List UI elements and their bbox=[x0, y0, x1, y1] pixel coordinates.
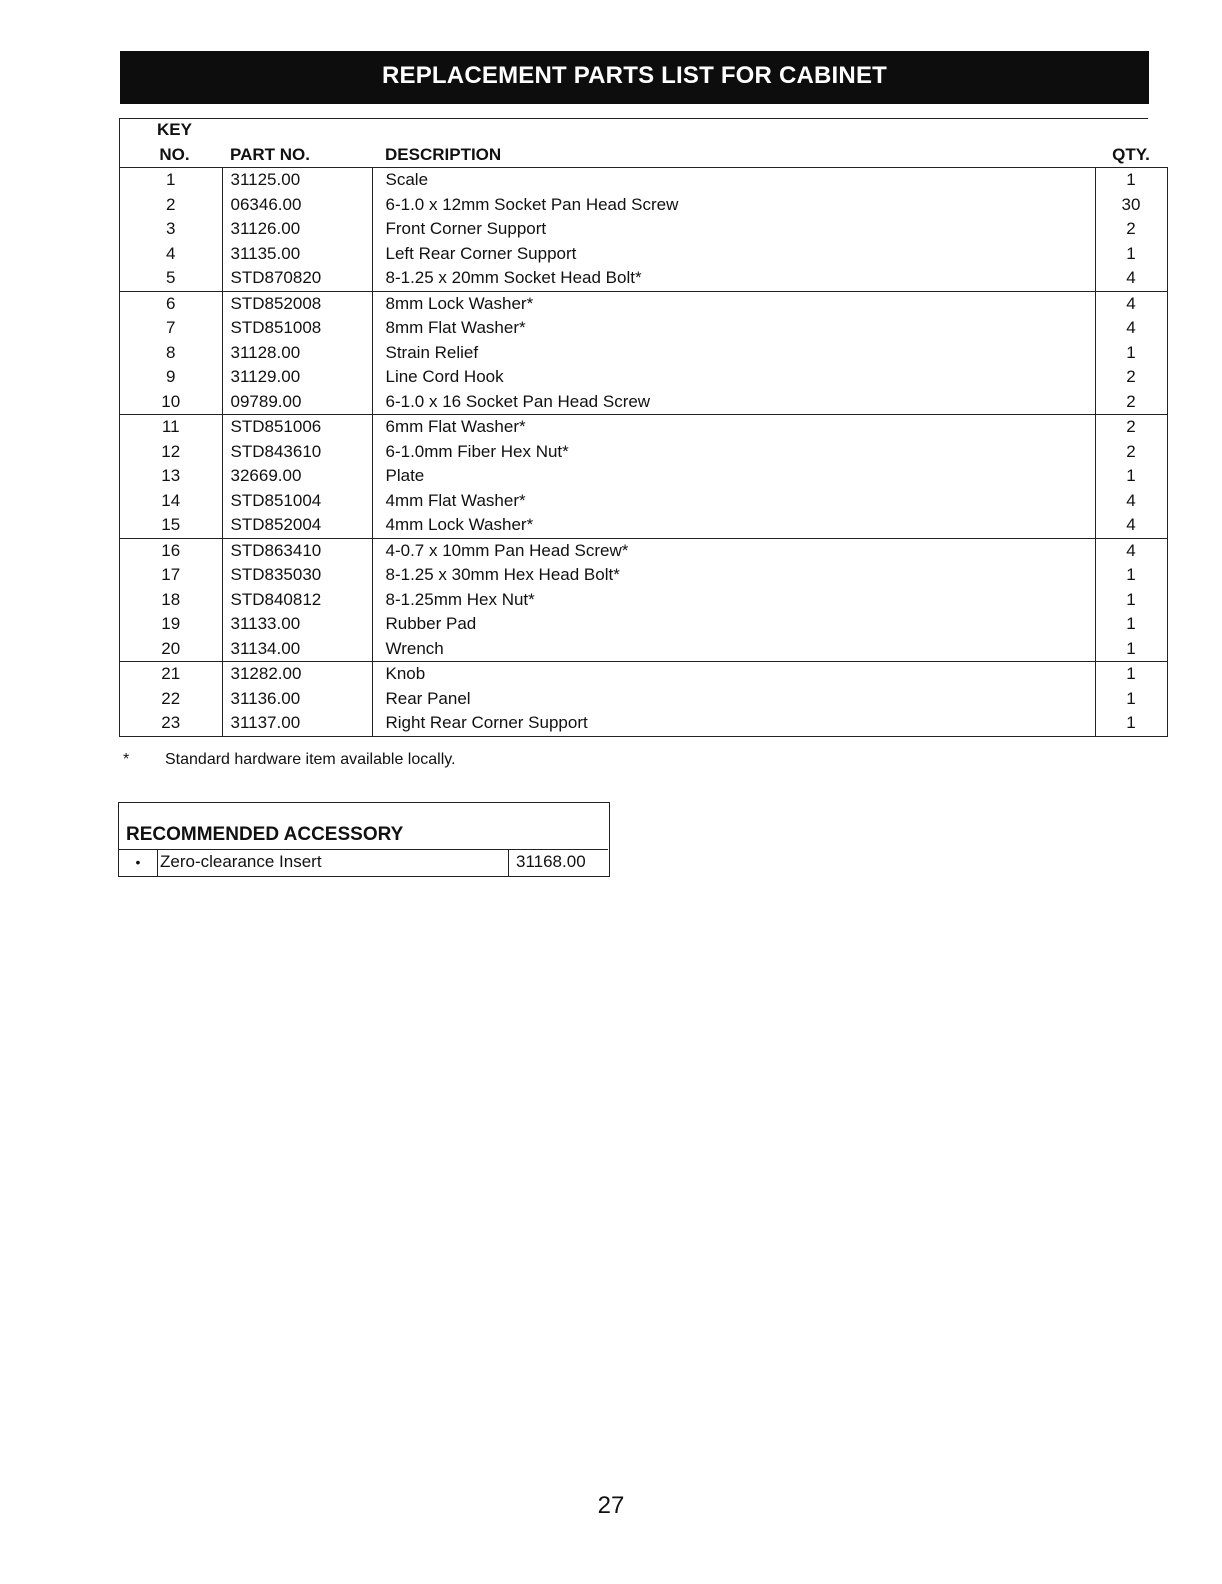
description-cell: 6mm Flat Washer* bbox=[372, 415, 1095, 440]
description-cell: Plate bbox=[372, 464, 1095, 489]
qty-cell: 1 bbox=[1095, 168, 1167, 193]
key-no-cell: 11 bbox=[120, 415, 223, 440]
qty-cell: 4 bbox=[1095, 291, 1167, 316]
description-cell: Left Rear Corner Support bbox=[372, 242, 1095, 267]
key-no-cell: 21 bbox=[120, 662, 223, 687]
part-no-cell: 31137.00 bbox=[222, 711, 372, 736]
accessory-part-number: 31168.00 bbox=[508, 850, 608, 877]
table-row bbox=[120, 415, 1168, 440]
key-no-cell: 6 bbox=[120, 291, 223, 316]
description-cell: 4-0.7 x 10mm Pan Head Screw* bbox=[372, 538, 1095, 563]
table-row bbox=[120, 390, 1168, 415]
qty-cell: 2 bbox=[1095, 440, 1167, 465]
key-no-cell: 5 bbox=[120, 266, 223, 291]
part-no-cell: 31282.00 bbox=[222, 662, 372, 687]
part-no-cell: 31136.00 bbox=[222, 687, 372, 712]
table-row bbox=[120, 489, 1168, 514]
footnote bbox=[123, 751, 456, 769]
part-no-cell: STD835030 bbox=[222, 563, 372, 588]
key-no-cell: 8 bbox=[120, 341, 223, 366]
description-cell: 8mm Flat Washer* bbox=[372, 316, 1095, 341]
qty-cell: 1 bbox=[1095, 588, 1167, 613]
table-row bbox=[120, 464, 1168, 489]
table-row bbox=[120, 513, 1168, 538]
qty-cell: 2 bbox=[1095, 217, 1167, 242]
table-header-row-2 bbox=[120, 143, 1168, 168]
footnote-mark: * bbox=[123, 751, 130, 768]
part-no-cell: 31133.00 bbox=[222, 612, 372, 637]
part-no-cell: STD852004 bbox=[222, 513, 372, 538]
key-no-cell: 4 bbox=[120, 242, 223, 267]
key-no-cell: 1 bbox=[120, 168, 223, 193]
table-row bbox=[120, 563, 1168, 588]
part-no-cell: 09789.00 bbox=[222, 390, 372, 415]
parts-table-body bbox=[120, 168, 1168, 737]
qty-cell: 4 bbox=[1095, 513, 1167, 538]
table-row bbox=[120, 217, 1168, 242]
part-no-cell: 31134.00 bbox=[222, 637, 372, 662]
qty-cell: 1 bbox=[1095, 242, 1167, 267]
description-cell: Knob bbox=[372, 662, 1095, 687]
table-row bbox=[120, 316, 1168, 341]
description-cell: 4mm Lock Washer* bbox=[372, 513, 1095, 538]
qty-cell: 2 bbox=[1095, 390, 1167, 415]
part-no-cell: 31125.00 bbox=[222, 168, 372, 193]
parts-table-container bbox=[119, 118, 1148, 737]
part-no-cell: 31129.00 bbox=[222, 365, 372, 390]
part-no-cell: 31126.00 bbox=[222, 217, 372, 242]
table-row bbox=[120, 612, 1168, 637]
accessory-title: RECOMMENDED ACCESSORY bbox=[126, 824, 404, 845]
part-no-cell: 31135.00 bbox=[222, 242, 372, 267]
key-no-cell: 14 bbox=[120, 489, 223, 514]
key-no-cell: 22 bbox=[120, 687, 223, 712]
description-cell: 8-1.25 x 30mm Hex Head Bolt* bbox=[372, 563, 1095, 588]
table-row bbox=[120, 711, 1168, 736]
accessory-name: Zero-clearance Insert bbox=[160, 852, 322, 871]
table-row bbox=[120, 687, 1168, 712]
header-part-no: PART NO. bbox=[230, 144, 310, 164]
table-row bbox=[120, 193, 1168, 218]
table-row bbox=[120, 637, 1168, 662]
description-cell: Scale bbox=[372, 168, 1095, 193]
key-no-cell: 15 bbox=[120, 513, 223, 538]
part-no-cell: STD851004 bbox=[222, 489, 372, 514]
key-no-cell: 20 bbox=[120, 637, 223, 662]
qty-cell: 2 bbox=[1095, 365, 1167, 390]
key-no-cell: 7 bbox=[120, 316, 223, 341]
table-row bbox=[120, 538, 1168, 563]
part-no-cell: STD851006 bbox=[222, 415, 372, 440]
header-description: DESCRIPTION bbox=[385, 144, 502, 164]
qty-cell: 4 bbox=[1095, 316, 1167, 341]
page-title-bar bbox=[120, 51, 1149, 104]
key-no-cell: 9 bbox=[120, 365, 223, 390]
qty-cell: 4 bbox=[1095, 538, 1167, 563]
description-cell: 6-1.0 x 12mm Socket Pan Head Screw bbox=[372, 193, 1095, 218]
description-cell: Right Rear Corner Support bbox=[372, 711, 1095, 736]
key-no-cell: 19 bbox=[120, 612, 223, 637]
page-number: 27 bbox=[597, 1492, 625, 1519]
part-no-cell: 06346.00 bbox=[222, 193, 372, 218]
table-row bbox=[120, 662, 1168, 687]
table-row bbox=[120, 365, 1168, 390]
description-cell: Rear Panel bbox=[372, 687, 1095, 712]
qty-cell: 1 bbox=[1095, 711, 1167, 736]
qty-cell: 1 bbox=[1095, 464, 1167, 489]
description-cell: 8mm Lock Washer* bbox=[372, 291, 1095, 316]
page-title: REPLACEMENT PARTS LIST FOR CABINET bbox=[381, 61, 888, 89]
bullet-icon: • bbox=[119, 850, 158, 877]
qty-cell: 1 bbox=[1095, 662, 1167, 687]
qty-cell: 1 bbox=[1095, 687, 1167, 712]
description-cell: 6-1.0 x 16 Socket Pan Head Screw bbox=[372, 390, 1095, 415]
part-no-cell: STD852008 bbox=[222, 291, 372, 316]
part-no-cell: 32669.00 bbox=[222, 464, 372, 489]
table-top-rule bbox=[119, 118, 1148, 119]
qty-cell: 1 bbox=[1095, 563, 1167, 588]
header-qty: QTY. bbox=[1112, 144, 1150, 164]
qty-cell: 1 bbox=[1095, 612, 1167, 637]
table-row bbox=[120, 242, 1168, 267]
key-no-cell: 2 bbox=[120, 193, 223, 218]
qty-cell: 4 bbox=[1095, 266, 1167, 291]
table-row bbox=[120, 168, 1168, 193]
table-row bbox=[120, 341, 1168, 366]
part-no-cell: STD863410 bbox=[222, 538, 372, 563]
part-no-cell: 31128.00 bbox=[222, 341, 372, 366]
qty-cell: 4 bbox=[1095, 489, 1167, 514]
qty-cell: 1 bbox=[1095, 637, 1167, 662]
key-no-cell: 17 bbox=[120, 563, 223, 588]
part-no-cell: STD840812 bbox=[222, 588, 372, 613]
key-no-cell: 18 bbox=[120, 588, 223, 613]
key-no-cell: 13 bbox=[120, 464, 223, 489]
part-no-cell: STD851008 bbox=[222, 316, 372, 341]
table-row bbox=[120, 440, 1168, 465]
table-row bbox=[120, 291, 1168, 316]
description-cell: 4mm Flat Washer* bbox=[372, 489, 1095, 514]
parts-table bbox=[119, 118, 1168, 737]
description-cell: Rubber Pad bbox=[372, 612, 1095, 637]
description-cell: 6-1.0mm Fiber Hex Nut* bbox=[372, 440, 1095, 465]
key-no-cell: 23 bbox=[120, 711, 223, 736]
qty-cell: 30 bbox=[1095, 193, 1167, 218]
key-no-cell: 16 bbox=[120, 538, 223, 563]
table-header-row-1 bbox=[120, 118, 1168, 143]
description-cell: 8-1.25mm Hex Nut* bbox=[372, 588, 1095, 613]
description-cell: Line Cord Hook bbox=[372, 365, 1095, 390]
recommended-accessory-box bbox=[118, 802, 610, 877]
description-cell: Wrench bbox=[372, 637, 1095, 662]
key-no-cell: 10 bbox=[120, 390, 223, 415]
part-no-cell: STD843610 bbox=[222, 440, 372, 465]
key-no-cell: 12 bbox=[120, 440, 223, 465]
qty-cell: 1 bbox=[1095, 341, 1167, 366]
accessory-row bbox=[119, 849, 608, 877]
header-key-line1: KEY bbox=[120, 118, 223, 143]
part-no-cell: STD870820 bbox=[222, 266, 372, 291]
table-row bbox=[120, 266, 1168, 291]
key-no-cell: 3 bbox=[120, 217, 223, 242]
table-row bbox=[120, 588, 1168, 613]
description-cell: 8-1.25 x 20mm Socket Head Bolt* bbox=[372, 266, 1095, 291]
qty-cell: 2 bbox=[1095, 415, 1167, 440]
description-cell: Front Corner Support bbox=[372, 217, 1095, 242]
description-cell: Strain Relief bbox=[372, 341, 1095, 366]
footnote-text: Standard hardware item available locally. bbox=[165, 751, 456, 768]
header-key-line2: NO. bbox=[120, 143, 223, 168]
